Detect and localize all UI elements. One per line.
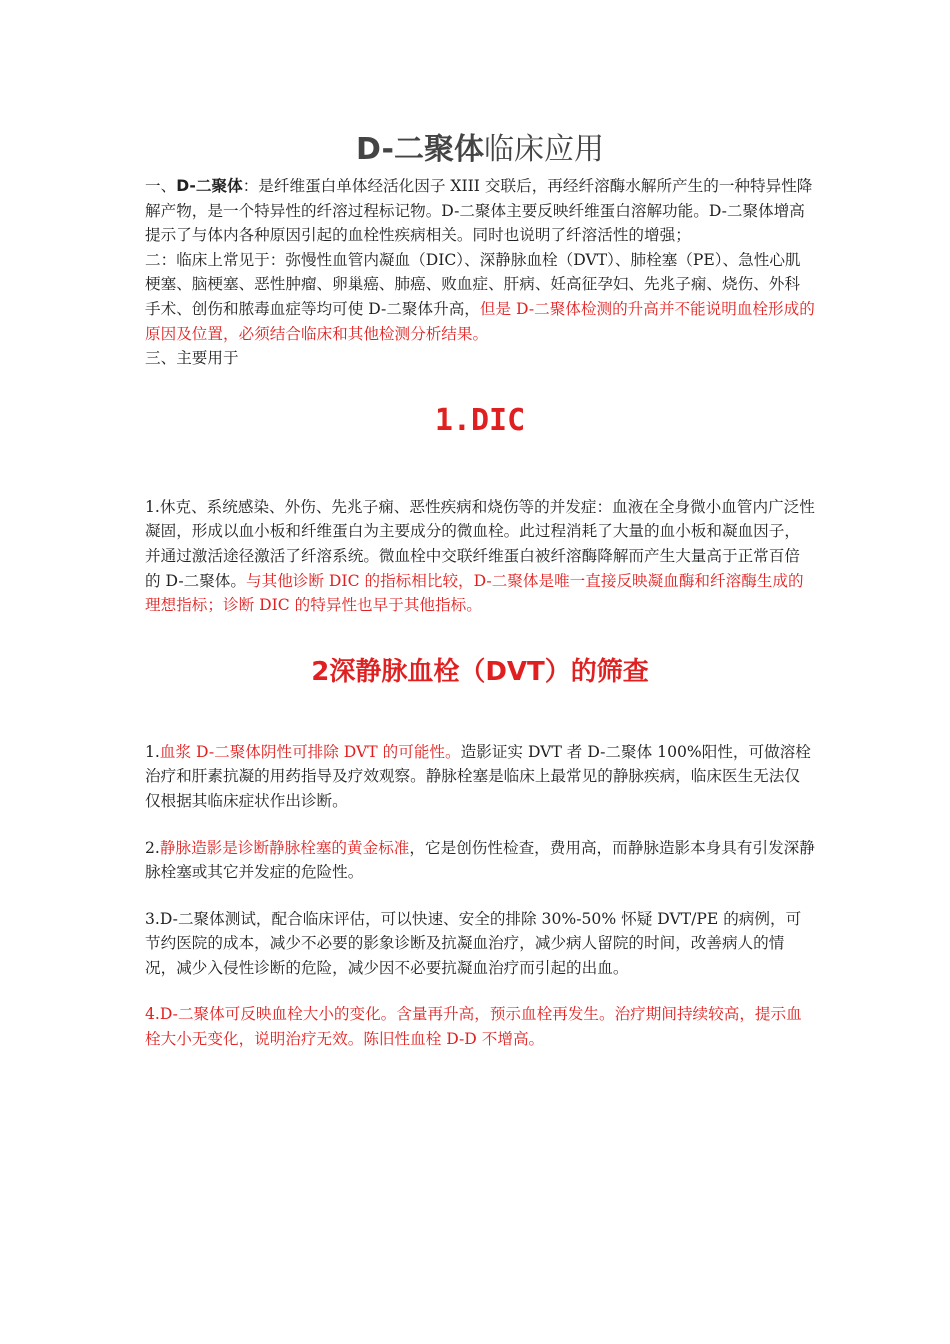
dvt-item-1-text: 造影证实 DVT 者 D-二聚体 100%阳性，可做溶栓治疗和肝素抗凝的用药指导及疗效观察。静脉栓塞是临床上最常见的静脉疾病，临床医生无法仅仅根据其临床症状作出诊断。 — [145, 742, 811, 810]
dvt-item-2 — [145, 836, 815, 885]
intro-paragraph-1 — [145, 174, 815, 248]
intro-p1-prefix: 一、 — [145, 177, 177, 195]
intro-p2-red: 但是 D-二聚体检测的升高并不能说明血栓形成的原因及位置，必须结合临床和其他检测分析结果。 — [145, 299, 815, 343]
dvt-item-1-num: 1. — [145, 742, 160, 761]
dic-text: 1.休克、系统感染、外伤、先兆子痫、恶性疾病和烧伤等的并发症：血液在全身微小血管内广泛性凝固，形成以血小板和纤维蛋白为主要成分的微血栓。此过程消耗了大量的血小板和凝血因子，并通过激活途径激活了纤溶系统。微血栓中交联纤维蛋白被纤溶酶降解而产生大量高于正常百倍的 D-二聚体。 — [145, 497, 815, 590]
document-body — [145, 128, 815, 1052]
intro-p1-bold: D-二聚体 — [176, 177, 243, 195]
intro-p2-text: 二：临床上常见于：弥慢性血管内凝血（DIC）、深静脉血栓（DVT）、肺栓塞（PE）、急性心肌梗塞、脑梗塞、恶性肿瘤、卵巢癌、肺癌、败血症、肝病、妊高征孕妇、先兆子痫、烧伤、外科手术、创伤和脓毒血症等均可使 D-二聚体升高， — [145, 250, 801, 318]
title-bold: D-二聚体 — [356, 132, 484, 167]
dvt-item-1 — [145, 740, 815, 814]
dic-paragraph — [145, 495, 815, 618]
dvt-item-2-num: 2. — [145, 838, 160, 857]
intro-paragraph-2 — [145, 248, 815, 346]
dvt-item-3: 3.D-二聚体测试，配合临床评估，可以快速、安全的排除 30%-50% 怀疑 DVT/PE 的病例，可节约医院的成本，减少不必要的影象诊断及抗凝血治疗，减少病人留院的时间，改善病人的情况，减少入侵性诊断的危险，减少因不必要抗凝血治疗而引起的出血。 — [145, 909, 802, 977]
intro-p1-text: ：是纤维蛋白单体经活化因子 XIII 交联后，再经纤溶酶水解所产生的一种特异性降解产物，是一个特异性的纤溶过程标记物。D-二聚体主要反映纤维蛋白溶解功能。D-二聚体增高提示了与体内各种原因引起的血栓性疾病相关。同时也说明了纤溶活性的增强； — [145, 177, 813, 245]
dvt-item-4: 4.D-二聚体可反映血栓大小的变化。含量再升高，预示血栓再发生。治疗期间持续较高，提示血栓大小无变化，说明治疗无效。陈旧性血栓 D-D 不增高。 — [145, 1005, 802, 1049]
dic-red: 与其他诊断 DIC 的指标相比较，D-二聚体是唯一直接反映凝血酶和纤溶酶生成的理想指标；诊断 DIC 的特异性也早于其他指标。 — [145, 571, 804, 615]
page-title — [145, 128, 815, 172]
title-rest: 临床应用 — [483, 132, 604, 167]
section-heading-dic: 1.DIC — [434, 402, 526, 438]
dvt-item-1-red: 血浆 D-二聚体阴性可排除 DVT 的可能性。 — [159, 742, 461, 761]
dvt-item-2-red: 静脉造影是诊断静脉栓塞的黄金标准 — [159, 838, 410, 857]
dvt-item-2-text: ，它是创伤性检查，费用高，而静脉造影本身具有引发深静脉栓塞或其它并发症的危险性。 — [145, 838, 815, 882]
section-heading-dvt: 2深静脉血栓（DVT）的筛查 — [311, 656, 649, 687]
intro-paragraph-3: 三、主要用于 — [145, 349, 239, 368]
